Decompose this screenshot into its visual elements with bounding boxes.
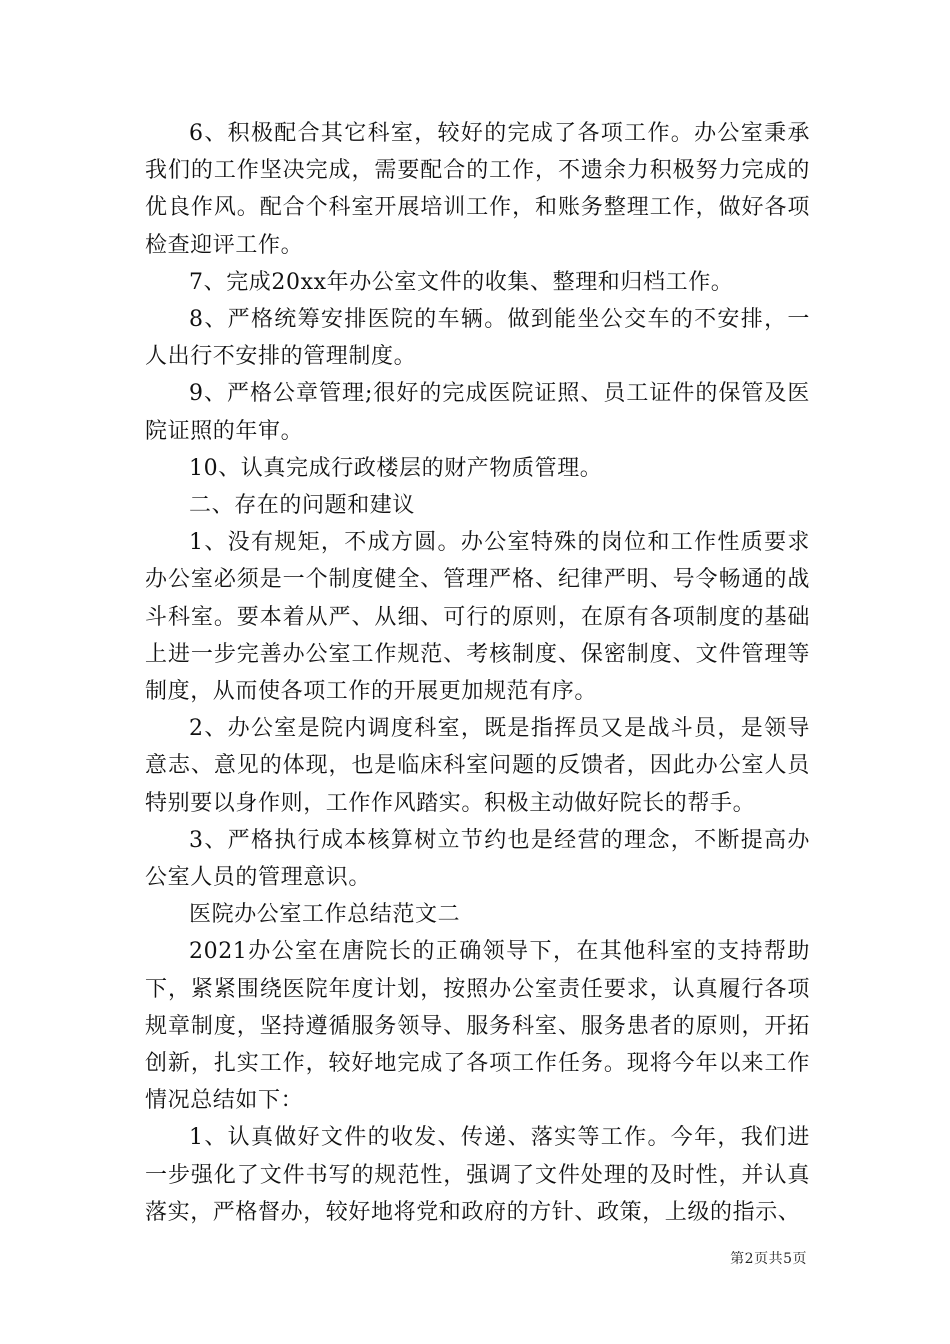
section-heading-sample-two: 医院办公室工作总结范文二: [189, 902, 461, 928]
paragraph-item-7: 7、完成20xx年办公室文件的收集、整理和归档工作。: [189, 269, 734, 295]
paragraph-work-1: 1、认真做好文件的收发、传递、落实等工作。今年，我们进一步强化了文件书写的规范性，强调了文件处理的及时性，并认真落实，严格督办，较好地将党和政府的方针、政策，上级的指示、: [145, 1125, 810, 1225]
paragraph-suggestion-2: 2、办公室是院内调度科室，既是指挥员又是战斗员，是领导意志、意见的体现，也是临床科室问题的反馈者，因此办公室人员特别要以身作则，工作作风踏实。积极主动做好院长的帮手。: [145, 716, 810, 816]
paragraph-suggestion-1: 1、没有规矩，不成方圆。办公室特殊的岗位和工作性质要求办公室必须是一个制度健全、管理严格、纪律严明、号令畅通的战斗科室。要本着从严、从细、可行的原则，在原有各项制度的基础上进一步完善办公室工作规范、考核制度、保密制度、文件管理等制度，从而使各项工作的开展更加规范有序。: [145, 530, 810, 705]
paragraph-item-10: 10、认真完成行政楼层的财产物质管理。: [189, 455, 603, 481]
paragraph-suggestion-3: 3、严格执行成本核算树立节约也是经营的理念，不断提高办公室人员的管理意识。: [145, 827, 810, 891]
paragraph-item-8: 8、严格统筹安排医院的车辆。做到能坐公交车的不安排，一人出行不安排的管理制度。: [145, 307, 810, 370]
page-number-footer: 第2页共5页: [730, 1251, 807, 1267]
paragraph-item-9: 9、严格公章管理;很好的完成医院证照、员工证件的保管及医院证照的年审。: [145, 381, 810, 444]
paragraph-intro: 2021办公室在唐院长的正确领导下，在其他科室的支持帮助下，紧紧围绕医院年度计划，按照办公室责任要求，认真履行各项规章制度，坚持遵循服务领导、服务科室、服务患者的原则，开拓创新，扎实工作，较好地完成了各项工作任务。现将今年以来工作情况总结如下：: [145, 939, 810, 1114]
section-heading-problems: 二、存在的问题和建议: [189, 493, 416, 519]
document-body: [145, 115, 810, 1231]
paragraph-item-6: 6、积极配合其它科室，较好的完成了各项工作。办公室秉承我们的工作坚决完成，需要配合的工作，不遗余力积极努力完成的优良作风。配合个科室开展培训工作，和账务整理工作，做好各项检查迎评工作。: [145, 121, 810, 258]
